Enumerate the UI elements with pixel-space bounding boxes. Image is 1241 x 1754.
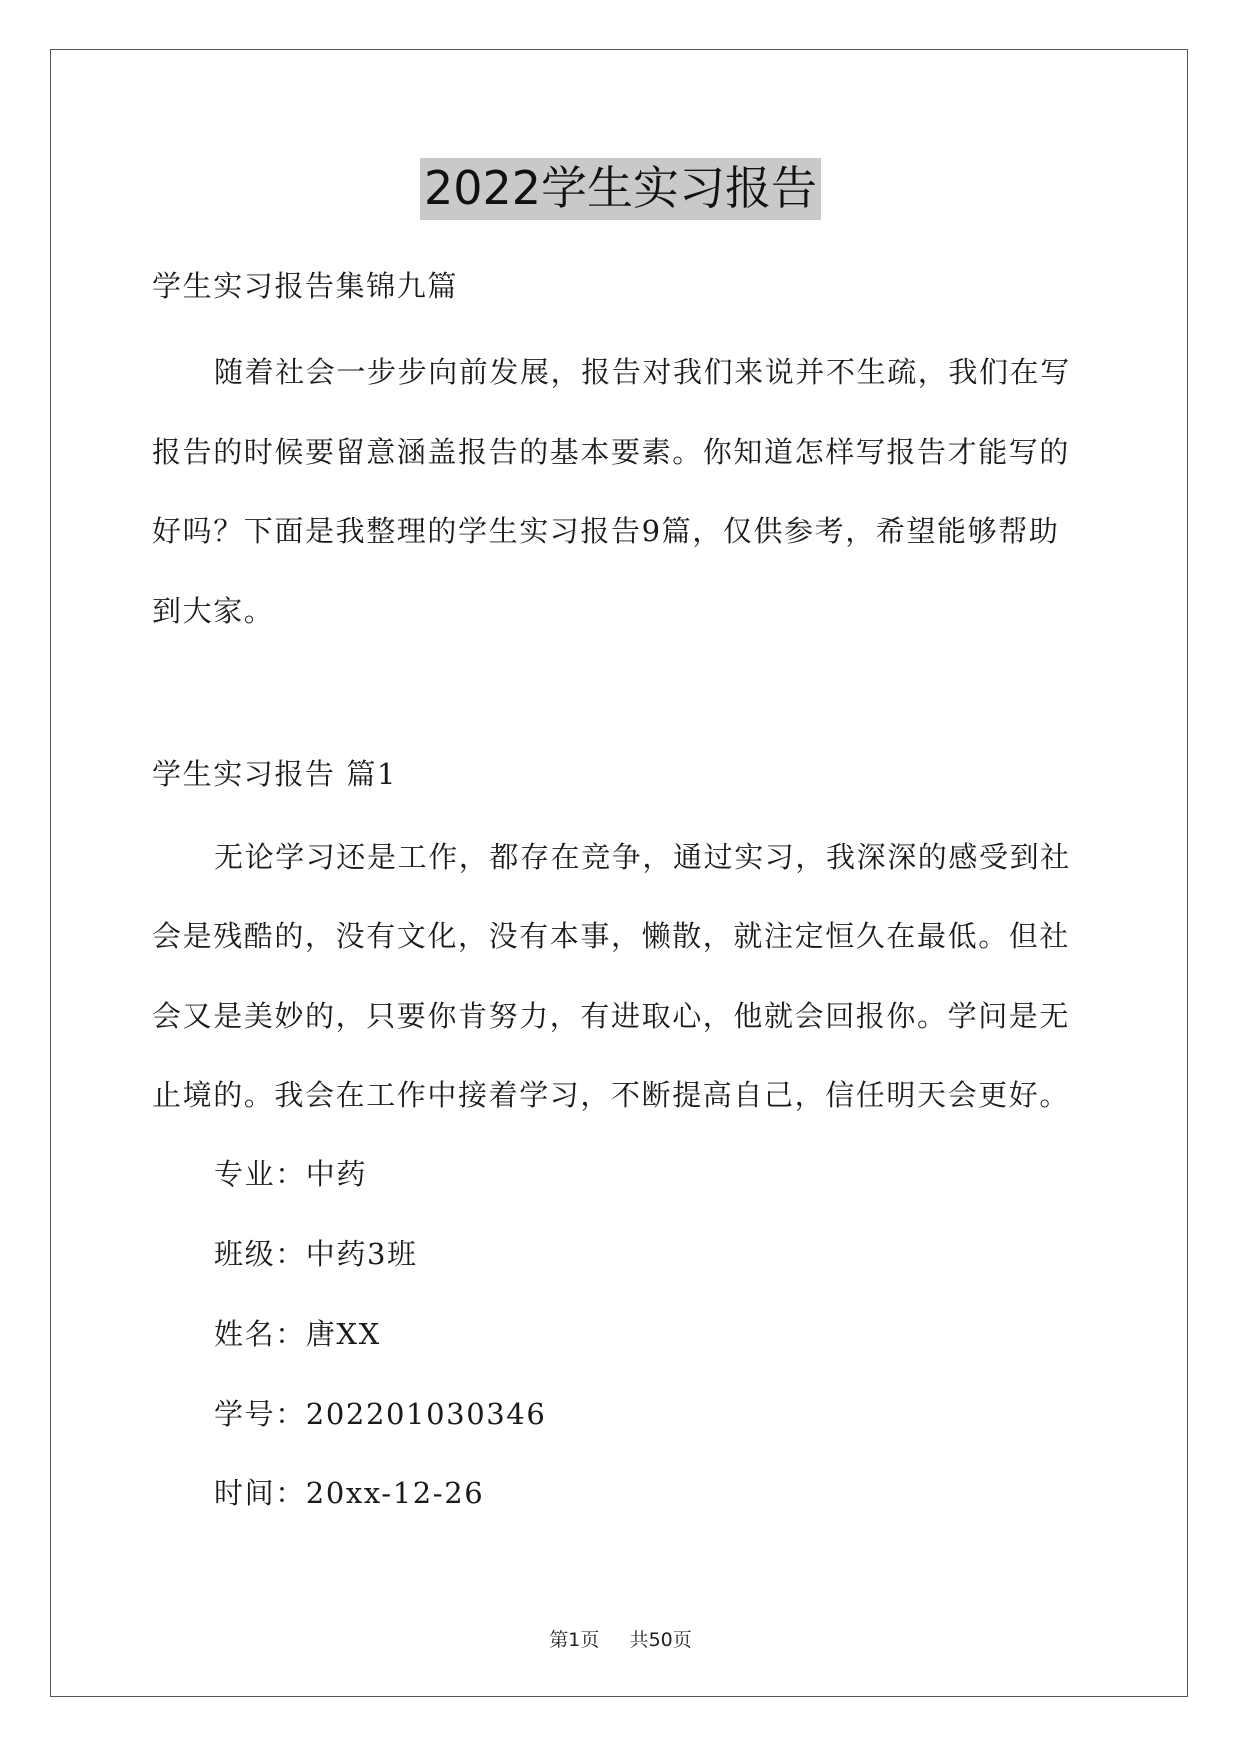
page-footer xyxy=(0,1628,1241,1652)
total-pages: 50 xyxy=(648,1629,673,1651)
info-name: 姓名：唐XX xyxy=(214,1317,381,1351)
intro-line: 好吗？下面是我整理的学生实习报告9篇，仅供参考，希望能够帮助 xyxy=(152,514,1060,548)
title-container xyxy=(0,158,1241,220)
intro-line: 到大家。 xyxy=(152,594,275,628)
info-major: 专业：中药 xyxy=(214,1157,368,1191)
intro-line: 随着社会一步步向前发展，报告对我们来说并不生疏，我们在写 xyxy=(214,355,1071,389)
page-unit: 页 xyxy=(580,1629,600,1651)
info-student-id: 学号：202201030346 xyxy=(214,1397,547,1431)
body-line: 会又是美妙的，只要你肯努力，有进取心，他就会回报你。学问是无 xyxy=(152,999,1071,1033)
body-line: 无论学习还是工作，都存在竞争，通过实习，我深深的感受到社 xyxy=(214,840,1071,874)
body-line: 会是残酷的，没有文化，没有本事，懒散，就注定恒久在最低。但社 xyxy=(152,919,1071,953)
document-title: 2022学生实习报告 xyxy=(420,158,821,220)
intro-line: 报告的时候要留意涵盖报告的基本要素。你知道怎样写报告才能写的 xyxy=(152,435,1071,469)
section-heading: 学生实习报告 篇1 xyxy=(152,757,398,791)
body-line: 止境的。我会在工作中接着学习，不断提高自己，信任明天会更好。 xyxy=(152,1078,1071,1112)
info-class: 班级：中药3班 xyxy=(214,1237,418,1271)
total-unit: 页 xyxy=(672,1629,692,1651)
total-prefix: 共 xyxy=(629,1629,649,1651)
page-prefix: 第 xyxy=(549,1629,569,1651)
collection-heading: 学生实习报告集锦九篇 xyxy=(152,269,459,303)
info-date: 时间：20xx-12-26 xyxy=(214,1476,485,1510)
page-number: 1 xyxy=(568,1629,581,1651)
